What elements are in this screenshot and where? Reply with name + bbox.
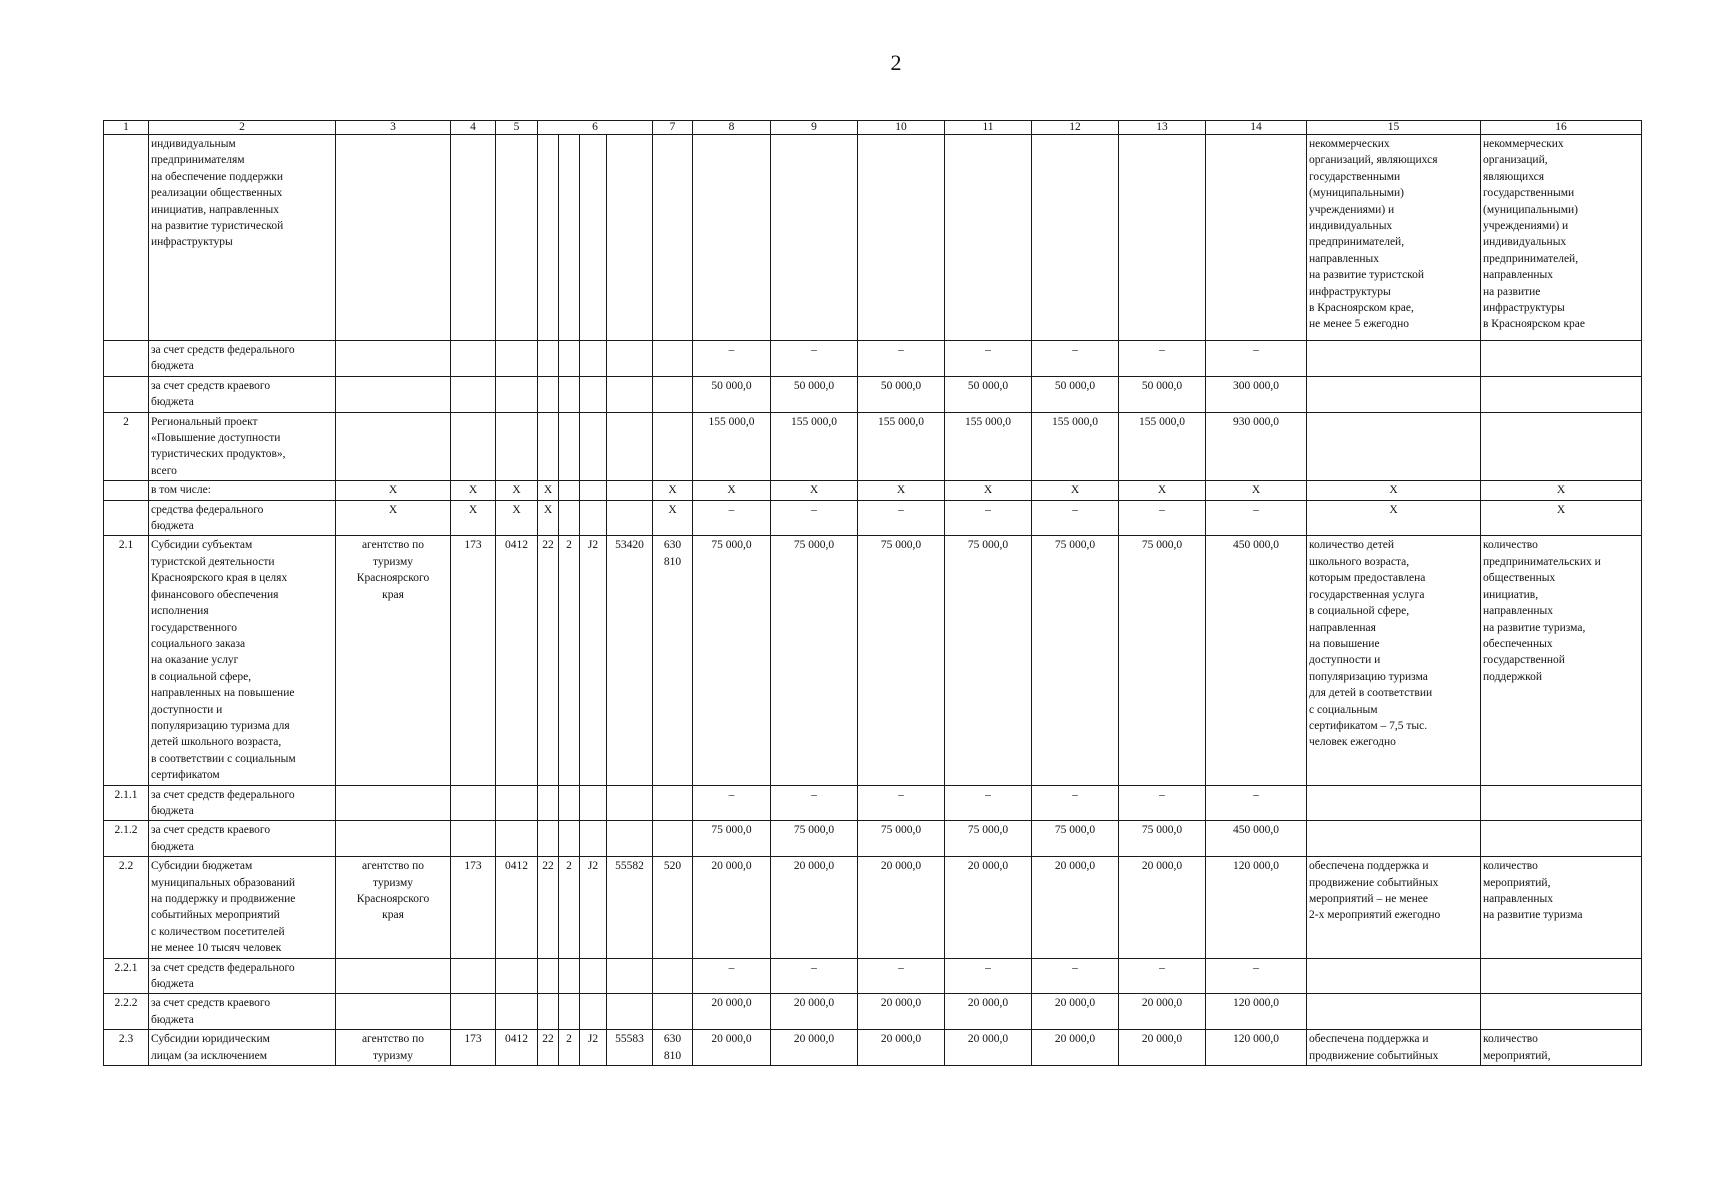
amount-cell: 930 000,0	[1206, 412, 1307, 481]
header-cell-11: 11	[945, 121, 1032, 135]
grbs-code-cell	[451, 376, 496, 412]
amount-cell: 75 000,0	[1119, 536, 1206, 785]
amount-cell: 20 000,0	[1032, 1030, 1119, 1066]
grbs-cell	[336, 376, 451, 412]
amount-cell: 75 000,0	[693, 821, 771, 857]
amount-cell: 155 000,0	[1032, 412, 1119, 481]
amount-cell: –	[1032, 500, 1119, 536]
amount-cell	[1032, 135, 1119, 341]
result-cell: X	[1307, 481, 1481, 500]
amount-cell	[945, 135, 1032, 341]
amount-cell: –	[1119, 341, 1206, 377]
cs-part-cell: 55582	[607, 857, 653, 958]
table-row	[104, 376, 1642, 412]
amount-cell: –	[1206, 500, 1307, 536]
amount-cell: 20 000,0	[945, 857, 1032, 958]
header-cell-1: 1	[104, 121, 149, 135]
amount-cell: 20 000,0	[693, 1030, 771, 1066]
header-cell-4: 4	[451, 121, 496, 135]
cs-part-cell	[538, 412, 559, 481]
amount-cell: 155 000,0	[858, 412, 945, 481]
rzpr-cell	[496, 994, 538, 1030]
amount-cell: –	[945, 341, 1032, 377]
amount-cell: 120 000,0	[1206, 1030, 1307, 1066]
row-name: Субсидии субъектам туристской деятельности Красноярского края в целях финансового обеспечения исполнения государственного социального заказа на оказание услуг в социальной сфере, направленных на повышение доступности и популяризацию туризма для детей школьного возраста, в соответствии с социальным сертификатом	[149, 536, 336, 785]
cs-part-cell: 53420	[607, 536, 653, 785]
amount-cell: –	[1206, 785, 1307, 821]
grbs-code-cell	[451, 341, 496, 377]
amount-cell: –	[771, 341, 858, 377]
table-row	[104, 994, 1642, 1030]
cs-part-cell: 2	[559, 857, 580, 958]
cs-part-cell	[607, 341, 653, 377]
amount-cell: X	[858, 481, 945, 500]
vr-cell	[653, 821, 693, 857]
grbs-code-cell	[451, 994, 496, 1030]
cs-part-cell	[559, 376, 580, 412]
vr-cell	[653, 412, 693, 481]
cs-part-cell	[580, 376, 607, 412]
amount-cell	[693, 135, 771, 341]
amount-cell: 20 000,0	[693, 994, 771, 1030]
vr-cell	[653, 135, 693, 341]
indicator-cell	[1481, 994, 1642, 1030]
rzpr-cell: X	[496, 481, 538, 500]
grbs-code-cell: 173	[451, 1030, 496, 1066]
rzpr-cell: 0412	[496, 857, 538, 958]
cs-part-cell	[538, 376, 559, 412]
vr-cell	[653, 994, 693, 1030]
amount-cell: 120 000,0	[1206, 857, 1307, 958]
cs-part-cell	[559, 958, 580, 994]
row-number	[104, 135, 149, 341]
cs-part-cell	[607, 958, 653, 994]
table-row	[104, 1030, 1642, 1066]
row-number	[104, 376, 149, 412]
table-row	[104, 481, 1642, 500]
amount-cell: 20 000,0	[945, 994, 1032, 1030]
amount-cell: 75 000,0	[858, 821, 945, 857]
cs-part-cell	[580, 785, 607, 821]
row-number: 2	[104, 412, 149, 481]
indicator-cell	[1481, 821, 1642, 857]
cs-part-cell	[580, 821, 607, 857]
cs-part-cell	[559, 412, 580, 481]
table-row	[104, 500, 1642, 536]
amount-cell: X	[771, 481, 858, 500]
header-cell-13: 13	[1119, 121, 1206, 135]
amount-cell	[1206, 135, 1307, 341]
amount-cell: –	[693, 500, 771, 536]
amount-cell: –	[1206, 341, 1307, 377]
amount-cell: 75 000,0	[771, 821, 858, 857]
grbs-code-cell: 173	[451, 857, 496, 958]
amount-cell: 50 000,0	[858, 376, 945, 412]
grbs-cell	[336, 135, 451, 341]
amount-cell: 20 000,0	[1032, 857, 1119, 958]
row-number: 2.1.2	[104, 821, 149, 857]
grbs-cell: X	[336, 500, 451, 536]
amount-cell: 75 000,0	[945, 821, 1032, 857]
cs-part-cell	[538, 135, 559, 341]
cs-part-cell: 22	[538, 857, 559, 958]
cs-part-cell	[607, 785, 653, 821]
cs-part-cell	[580, 500, 607, 536]
indicator-cell: X	[1481, 500, 1642, 536]
grbs-cell: агентство по туризму Красноярского края	[336, 857, 451, 958]
amount-cell: 155 000,0	[771, 412, 858, 481]
amount-cell: 450 000,0	[1206, 821, 1307, 857]
cs-part-cell: X	[538, 481, 559, 500]
result-cell	[1307, 821, 1481, 857]
vr-cell	[653, 376, 693, 412]
vr-cell	[653, 958, 693, 994]
cs-part-cell: J2	[580, 1030, 607, 1066]
vr-cell: 520	[653, 857, 693, 958]
amount-cell: 155 000,0	[693, 412, 771, 481]
cs-part-cell	[559, 994, 580, 1030]
result-cell	[1307, 341, 1481, 377]
cs-part-cell: J2	[580, 536, 607, 785]
rzpr-cell	[496, 412, 538, 481]
rzpr-cell	[496, 341, 538, 377]
grbs-cell	[336, 821, 451, 857]
amount-cell	[1119, 135, 1206, 341]
amount-cell: –	[1206, 958, 1307, 994]
header-cell-6: 6	[538, 121, 653, 135]
grbs-cell: агентство по туризму Красноярского края	[336, 536, 451, 785]
cs-part-cell: X	[538, 500, 559, 536]
result-cell: количество детей школьного возраста, которым предоставлена государственная услуга в социальной сфере, направленная на повышение доступности и популяризацию туризма для детей в соответствии с социальным сертификатом – 7,5 тыс. человек ежегодно	[1307, 536, 1481, 785]
grbs-code-cell	[451, 958, 496, 994]
row-number	[104, 481, 149, 500]
cs-part-cell	[580, 341, 607, 377]
cs-part-cell	[607, 994, 653, 1030]
amount-cell: –	[1119, 958, 1206, 994]
amount-cell: 20 000,0	[771, 1030, 858, 1066]
amount-cell: –	[945, 785, 1032, 821]
header-cell-14: 14	[1206, 121, 1307, 135]
amount-cell: –	[693, 785, 771, 821]
cs-part-cell: 22	[538, 536, 559, 785]
amount-cell: 50 000,0	[693, 376, 771, 412]
cs-part-cell	[607, 135, 653, 341]
amount-cell: 20 000,0	[771, 857, 858, 958]
table-row	[104, 341, 1642, 377]
cs-part-cell: 22	[538, 1030, 559, 1066]
amount-cell	[771, 135, 858, 341]
vr-cell: X	[653, 500, 693, 536]
amount-cell: 20 000,0	[858, 994, 945, 1030]
row-name: Субсидии бюджетам муниципальных образований на поддержку и продвижение событийных мероприятий с количеством посетителей не менее 10 тысяч человек	[149, 857, 336, 958]
amount-cell: 75 000,0	[858, 536, 945, 785]
indicator-cell: количество мероприятий, направленных на развитие туризма	[1481, 857, 1642, 958]
table-row	[104, 821, 1642, 857]
rzpr-cell	[496, 958, 538, 994]
vr-cell: 630 810	[653, 536, 693, 785]
row-name: за счет средств краевого бюджета	[149, 376, 336, 412]
amount-cell: –	[858, 341, 945, 377]
budget-table	[103, 120, 1642, 1066]
row-name: Субсидии юридическим лицам (за исключением	[149, 1030, 336, 1066]
amount-cell: 300 000,0	[1206, 376, 1307, 412]
amount-cell: 20 000,0	[858, 857, 945, 958]
cs-part-cell	[559, 135, 580, 341]
rzpr-cell	[496, 785, 538, 821]
cs-part-cell: J2	[580, 857, 607, 958]
result-cell	[1307, 994, 1481, 1030]
amount-cell: 50 000,0	[1119, 376, 1206, 412]
grbs-code-cell: X	[451, 500, 496, 536]
indicator-cell	[1481, 785, 1642, 821]
amount-cell: 75 000,0	[771, 536, 858, 785]
result-cell	[1307, 785, 1481, 821]
cs-part-cell	[607, 821, 653, 857]
row-name: в том числе:	[149, 481, 336, 500]
grbs-cell	[336, 341, 451, 377]
amount-cell: 155 000,0	[945, 412, 1032, 481]
amount-cell: X	[693, 481, 771, 500]
amount-cell: –	[693, 958, 771, 994]
vr-cell: X	[653, 481, 693, 500]
result-cell	[1307, 412, 1481, 481]
header-cell-2: 2	[149, 121, 336, 135]
header-cell-16: 16	[1481, 121, 1642, 135]
cs-part-cell: 2	[559, 1030, 580, 1066]
amount-cell: –	[945, 958, 1032, 994]
row-number: 2.1	[104, 536, 149, 785]
amount-cell: 50 000,0	[945, 376, 1032, 412]
row-name: за счет средств федерального бюджета	[149, 341, 336, 377]
amount-cell: –	[858, 500, 945, 536]
header-cell-15: 15	[1307, 121, 1481, 135]
header-cell-8: 8	[693, 121, 771, 135]
cs-part-cell	[580, 412, 607, 481]
indicator-cell	[1481, 958, 1642, 994]
vr-cell	[653, 785, 693, 821]
indicator-cell	[1481, 412, 1642, 481]
rzpr-cell: 0412	[496, 1030, 538, 1066]
row-number	[104, 341, 149, 377]
row-number: 2.3	[104, 1030, 149, 1066]
amount-cell: –	[945, 500, 1032, 536]
header-cell-9: 9	[771, 121, 858, 135]
amount-cell: 20 000,0	[693, 857, 771, 958]
cs-part-cell	[580, 135, 607, 341]
rzpr-cell: X	[496, 500, 538, 536]
amount-cell: 120 000,0	[1206, 994, 1307, 1030]
cs-part-cell: 2	[559, 536, 580, 785]
table-row	[104, 536, 1642, 785]
row-name: за счет средств краевого бюджета	[149, 821, 336, 857]
amount-cell: 75 000,0	[1032, 821, 1119, 857]
amount-cell	[858, 135, 945, 341]
cs-part-cell	[580, 958, 607, 994]
row-name: средства федерального бюджета	[149, 500, 336, 536]
row-name: за счет средств краевого бюджета	[149, 994, 336, 1030]
amount-cell: 75 000,0	[1032, 536, 1119, 785]
grbs-code-cell: 173	[451, 536, 496, 785]
grbs-cell: агентство по туризму	[336, 1030, 451, 1066]
header-row	[104, 121, 1642, 135]
rzpr-cell: 0412	[496, 536, 538, 785]
indicator-cell: X	[1481, 481, 1642, 500]
row-number: 2.2.2	[104, 994, 149, 1030]
indicator-cell	[1481, 376, 1642, 412]
row-number: 2.2	[104, 857, 149, 958]
cs-part-cell	[538, 821, 559, 857]
header-cell-7: 7	[653, 121, 693, 135]
amount-cell: –	[771, 785, 858, 821]
cs-part-cell	[580, 994, 607, 1030]
cs-part-cell	[559, 500, 580, 536]
amount-cell: X	[1206, 481, 1307, 500]
vr-cell	[653, 341, 693, 377]
cs-part-cell	[607, 500, 653, 536]
amount-cell: –	[1119, 500, 1206, 536]
cs-part-cell: 55583	[607, 1030, 653, 1066]
amount-cell: 75 000,0	[945, 536, 1032, 785]
amount-cell: 50 000,0	[1032, 376, 1119, 412]
amount-cell: 20 000,0	[1032, 994, 1119, 1030]
indicator-cell: количество предпринимательских и общественных инициатив, направленных на развитие туризма, обеспеченных государственной поддержкой	[1481, 536, 1642, 785]
grbs-cell	[336, 412, 451, 481]
rzpr-cell	[496, 135, 538, 341]
amount-cell: –	[858, 785, 945, 821]
rzpr-cell	[496, 821, 538, 857]
amount-cell: X	[1119, 481, 1206, 500]
amount-cell: 75 000,0	[1119, 821, 1206, 857]
table-row	[104, 958, 1642, 994]
result-cell: некоммерческих организаций, являющихся государственными (муниципальными) учреждениями) и индивидуальных предпринимателей, направленных на развитие туристской инфраструктуры в Красноярском крае, не менее 5 ежегодно	[1307, 135, 1481, 341]
cs-part-cell	[559, 785, 580, 821]
table-row	[104, 857, 1642, 958]
header-cell-10: 10	[858, 121, 945, 135]
header-cell-5: 5	[496, 121, 538, 135]
amount-cell: 20 000,0	[858, 1030, 945, 1066]
cs-part-cell	[559, 341, 580, 377]
amount-cell: 450 000,0	[1206, 536, 1307, 785]
result-cell	[1307, 958, 1481, 994]
amount-cell: 20 000,0	[1119, 1030, 1206, 1066]
row-name: индивидуальным предпринимателям на обеспечение поддержки реализации общественных инициатив, направленных на развитие туристической инфраструктуры	[149, 135, 336, 341]
grbs-code-cell	[451, 821, 496, 857]
row-number: 2.2.1	[104, 958, 149, 994]
amount-cell: 20 000,0	[945, 1030, 1032, 1066]
amount-cell: X	[945, 481, 1032, 500]
grbs-cell	[336, 994, 451, 1030]
header-cell-12: 12	[1032, 121, 1119, 135]
indicator-cell: количество мероприятий,	[1481, 1030, 1642, 1066]
grbs-cell	[336, 785, 451, 821]
result-cell	[1307, 376, 1481, 412]
grbs-code-cell	[451, 412, 496, 481]
row-number: 2.1.1	[104, 785, 149, 821]
amount-cell: 155 000,0	[1119, 412, 1206, 481]
amount-cell: 75 000,0	[693, 536, 771, 785]
row-name: за счет средств федерального бюджета	[149, 958, 336, 994]
table-row	[104, 412, 1642, 481]
page-number: 2	[890, 50, 902, 75]
grbs-code-cell	[451, 135, 496, 341]
amount-cell: –	[1119, 785, 1206, 821]
cs-part-cell	[580, 481, 607, 500]
cs-part-cell	[559, 821, 580, 857]
cs-part-cell	[607, 412, 653, 481]
indicator-cell: некоммерческих организаций, являющихся государственными (муниципальными) учреждениями) и индивидуальных предпринимателей, направленных на развитие инфраструктуры в Красноярском крае	[1481, 135, 1642, 341]
grbs-cell: X	[336, 481, 451, 500]
table-row	[104, 785, 1642, 821]
grbs-code-cell	[451, 785, 496, 821]
amount-cell: –	[1032, 958, 1119, 994]
cs-part-cell	[538, 341, 559, 377]
cs-part-cell	[607, 481, 653, 500]
result-cell: обеспечена поддержка и продвижение событийных	[1307, 1030, 1481, 1066]
header-cell-3: 3	[336, 121, 451, 135]
row-name: Региональный проект «Повышение доступности туристических продуктов», всего	[149, 412, 336, 481]
grbs-code-cell: X	[451, 481, 496, 500]
amount-cell: 50 000,0	[771, 376, 858, 412]
amount-cell: X	[1032, 481, 1119, 500]
amount-cell: –	[771, 500, 858, 536]
amount-cell: 20 000,0	[1119, 857, 1206, 958]
result-cell: обеспечена поддержка и продвижение событийных мероприятий – не менее 2-х мероприятий ежегодно	[1307, 857, 1481, 958]
cs-part-cell	[607, 376, 653, 412]
amount-cell: –	[771, 958, 858, 994]
amount-cell: –	[1032, 785, 1119, 821]
amount-cell: –	[693, 341, 771, 377]
indicator-cell	[1481, 341, 1642, 377]
amount-cell: 20 000,0	[771, 994, 858, 1030]
cs-part-cell	[538, 958, 559, 994]
amount-cell: –	[858, 958, 945, 994]
rzpr-cell	[496, 376, 538, 412]
cs-part-cell	[538, 994, 559, 1030]
cs-part-cell	[559, 481, 580, 500]
amount-cell: 20 000,0	[1119, 994, 1206, 1030]
row-name: за счет средств федерального бюджета	[149, 785, 336, 821]
cs-part-cell	[538, 785, 559, 821]
result-cell: X	[1307, 500, 1481, 536]
vr-cell: 630 810	[653, 1030, 693, 1066]
amount-cell: –	[1032, 341, 1119, 377]
grbs-cell	[336, 958, 451, 994]
table-row	[104, 135, 1642, 341]
row-number	[104, 500, 149, 536]
